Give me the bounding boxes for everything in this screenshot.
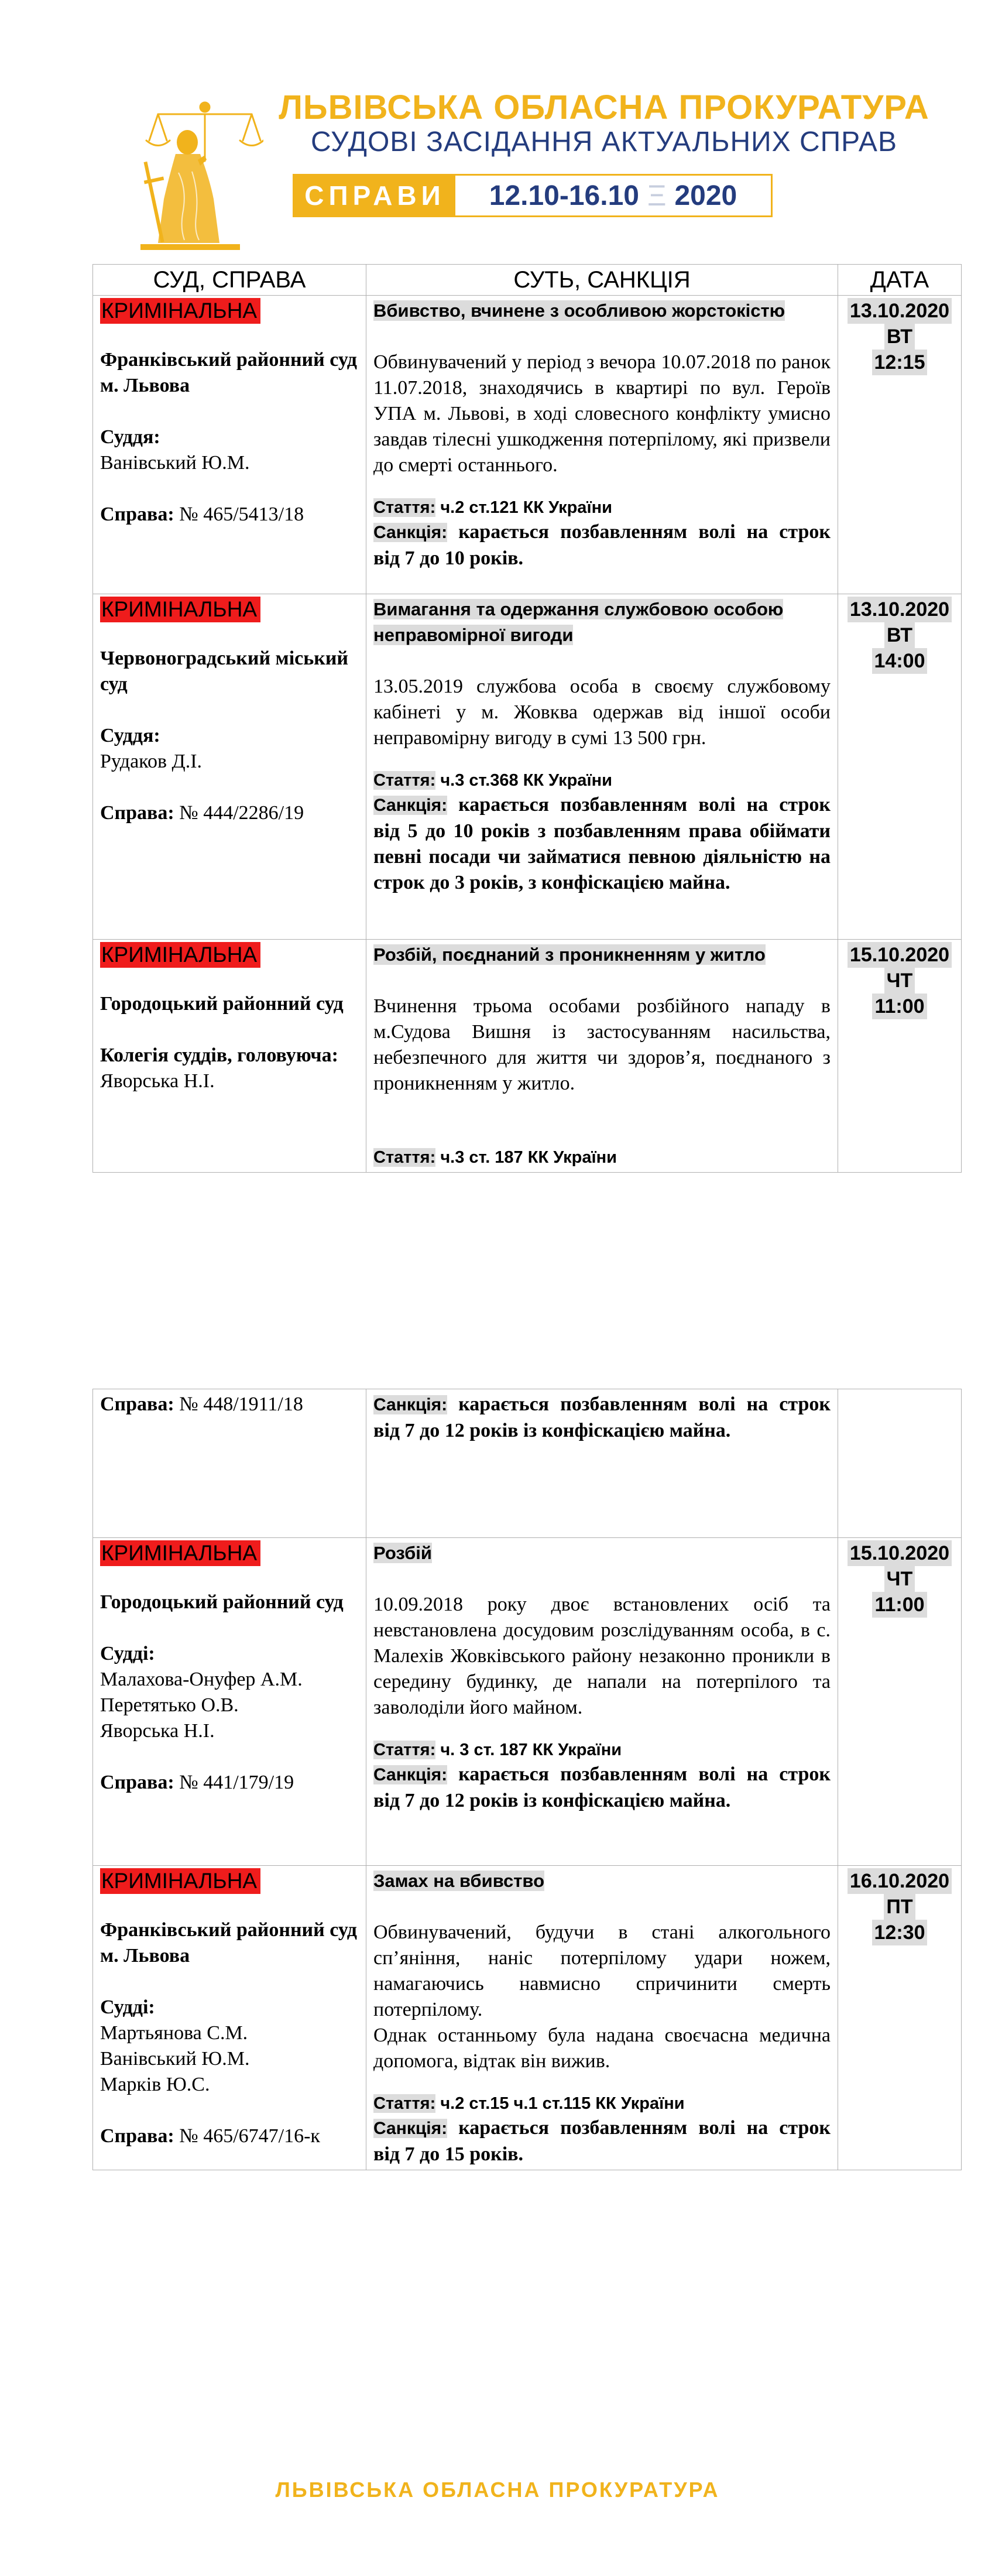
case-no: № 465/6747/16-к (179, 2125, 320, 2147)
article-value: ч.2 ст.121 КК України (440, 498, 612, 517)
hearing-weekday: ПТ (884, 1894, 915, 1920)
article (373, 769, 831, 792)
article-label: Стаття: (373, 1741, 436, 1759)
case-number (100, 2123, 359, 2149)
table-row (93, 296, 962, 594)
case-description: Вчинення трьома особами розбійного нападу в м.Судова Вишня із застосуванням насильства, небезпечного для життя чи здоров’я, поєднаного з проникненням у житло. (373, 995, 831, 1094)
case-type-tag: КРИМІНАЛЬНА (100, 1868, 260, 1894)
hearing-weekday: ЧТ (884, 1566, 915, 1592)
court-cell (93, 940, 366, 1173)
hearing-date: 15.10.2020 (848, 1540, 952, 1566)
court-cell (93, 1389, 366, 1538)
case-no: № 444/2286/19 (179, 802, 304, 824)
table-row (93, 940, 962, 1173)
page-subtitle: СУДОВІ ЗАСІДАННЯ АКТУАЛЬНИХ СПРАВ (311, 126, 897, 157)
court-name: Франківський районний суд м. Львова (100, 349, 357, 396)
judge-name: Ванівський Ю.М. (100, 2048, 250, 2070)
essence-cell (366, 1538, 838, 1866)
court-name: Городоцький районний суд (100, 1591, 344, 1613)
case-description: 10.09.2018 року двоє встановлених осіб та невстановлена досудовим розслідуванням особа, в с. Малехів Жовківського району незаконно проникли в середину будинку, де напали на потерпілого та заволоділи його майном. (373, 1594, 831, 1718)
judge-name: Малахова-Онуфер А.М. (100, 1669, 303, 1690)
hearing-weekday: ВТ (884, 622, 915, 648)
case-description: Обвинувачений, будучи в стані алкогольного сп’яніння, наніс потерпілому удари ножем, намагаючись навмисно спричинити смерть потерпілому. (373, 1921, 831, 2020)
judge-name: Яворська Н.І. (100, 1070, 215, 1092)
article-label: Стаття: (373, 2094, 436, 2113)
sanction-label: Санкція: (373, 523, 448, 542)
hearing-time: 14:00 (872, 648, 928, 674)
col-header-court: СУД, СПРАВА (93, 265, 366, 296)
org-title: ЛЬВІВСЬКА ОБЛАСНА ПРОКУРАТУРА (279, 88, 929, 126)
case-type-tag: КРИМІНАЛЬНА (100, 1540, 260, 1566)
banner-separator: Ξ (647, 179, 667, 212)
essence-cell (366, 296, 838, 594)
sanction (373, 519, 831, 571)
case-label: Справа: (100, 1772, 174, 1793)
case-label: Справа: (100, 1393, 174, 1415)
case-type-tag: КРИМІНАЛЬНА (100, 942, 260, 968)
case-number (100, 800, 359, 826)
article-label: Стаття: (373, 771, 436, 790)
table-header-row (93, 265, 962, 296)
date-cell (838, 1538, 962, 1866)
hearing-date: 13.10.2020 (848, 298, 952, 324)
sanction-value: карається позбавленням волі на строк від 7 до 12 років із конфіскацією майна. (373, 1763, 831, 1811)
case-description: 13.05.2019 службова особа в своєму службовому кабінеті у м. Жовква одержав від іншої особи неправомірну вигоду в сумі 13 500 грн. (373, 676, 831, 749)
date-cell (838, 1866, 962, 2170)
article (373, 1738, 831, 1762)
case-no: № 465/5413/18 (179, 503, 304, 525)
article-value: ч.3 ст. 187 КК України (440, 1148, 617, 1167)
date-cell (838, 940, 962, 1173)
col-header-date: ДАТА (838, 265, 962, 296)
sanction-value: карається позбавленням волі на строк від 5 до 10 років з позбавленням права обіймати певні посади чи займатися певною діяльністю на строк до 3 років, з конфіскацією майна. (373, 794, 831, 893)
judge-name: Рудаков Д.І. (100, 751, 203, 772)
sanction-value: карається позбавленням волі на строк від 7 до 15 років. (373, 2117, 831, 2165)
judge-name: Яворська Н.І. (100, 1720, 215, 1742)
hearing-date: 13.10.2020 (848, 597, 952, 622)
judge-label: Суддя: (100, 426, 160, 448)
judge-label: Колегія суддів, головуюча: (100, 1044, 338, 1066)
court-name: Франківський районний суд м. Львова (100, 1919, 357, 1967)
article (373, 2092, 831, 2115)
hearing-date: 15.10.2020 (848, 942, 952, 968)
sanction-label: Санкція: (373, 796, 448, 815)
hearing-weekday: ВТ (884, 324, 915, 350)
article (373, 1146, 831, 1169)
charge-title: Розбій, поєднаний з проникненням у житло (373, 944, 766, 965)
article-value: ч.2 ст.15 ч.1 ст.115 КК України (440, 2094, 685, 2113)
hearing-time: 11:00 (872, 1592, 927, 1618)
hearing-time: 12:15 (872, 350, 928, 375)
footer-org-name: ЛЬВІВСЬКА ОБЛАСНА ПРОКУРАТУРА (275, 2478, 720, 2502)
col-header-essence: СУТЬ, САНКЦІЯ (366, 265, 838, 296)
judge-label: Суддя: (100, 725, 160, 746)
judge-name: Мартьянова С.М. (100, 2022, 248, 2044)
banner-period (455, 176, 771, 215)
themis-logo (117, 97, 263, 255)
table-row (93, 594, 962, 940)
case-number (100, 1770, 359, 1796)
judge-name: Марків Ю.С. (100, 2074, 210, 2095)
judge-name: Ванівський Ю.М. (100, 452, 250, 474)
hearing-time: 12:30 (872, 1920, 928, 1945)
article-value: ч. 3 ст. 187 КК України (440, 1741, 622, 1759)
date-cell (838, 1389, 962, 1538)
sanction-value: карається позбавленням волі на строк від 7 до 10 років. (373, 521, 831, 569)
case-description: Обвинувачений у період з вечора 10.07.2018 по ранок 11.07.2018, знаходячись в квартирі по вул. Героїв УПА м. Львові, в ході словесного конфлікту умисно завдав тілесні ушкодження потерпілому, які призвели до смерті останнього. (373, 351, 831, 476)
case-no: № 448/1911/18 (179, 1393, 303, 1415)
hearing-weekday: ЧТ (884, 968, 915, 994)
sanction (373, 792, 831, 896)
court-name: Червоноградський міський суд (100, 648, 349, 695)
case-number (100, 1392, 359, 1417)
sanction (373, 1762, 831, 1814)
article (373, 496, 831, 519)
article-value: ч.3 ст.368 КК України (440, 771, 612, 790)
charge-title: Замах на вбивство (373, 1871, 545, 1891)
case-no: № 441/179/19 (179, 1772, 294, 1793)
court-cell (93, 594, 366, 940)
banner-dates: 12.10-16.10 (489, 180, 639, 211)
judge-name: Перетятько О.В. (100, 1694, 239, 1716)
case-type-tag: КРИМІНАЛЬНА (100, 298, 260, 324)
court-cell (93, 1866, 366, 2170)
court-cell (93, 1538, 366, 1866)
article-label: Стаття: (373, 1148, 436, 1167)
essence-cell (366, 1389, 838, 1538)
period-banner (293, 174, 773, 217)
table-row (93, 1538, 962, 1866)
essence-cell (366, 594, 838, 940)
table-row (93, 1389, 962, 1538)
banner-label: СПРАВИ (294, 176, 455, 215)
court-cell (93, 296, 366, 594)
sanction-label: Санкція: (373, 2119, 448, 2138)
court-name: Городоцький районний суд (100, 993, 344, 1015)
case-label: Справа: (100, 503, 174, 525)
table-row (93, 1866, 962, 2170)
essence-cell (366, 1866, 838, 2170)
hearing-time: 11:00 (872, 994, 927, 1019)
article-label: Стаття: (373, 498, 436, 517)
essence-cell (366, 940, 838, 1173)
sanction-label: Санкція: (373, 1395, 448, 1414)
cases-table-2 (92, 1389, 962, 2170)
date-cell (838, 296, 962, 594)
banner-year: 2020 (674, 180, 737, 211)
judge-label: Судді: (100, 1643, 155, 1664)
judge-label: Судді: (100, 1996, 155, 2018)
charge-title: Вбивство, вчинене з особливою жорстокістю (373, 300, 785, 321)
charge-title: Вимагання та одержання службовою особою неправомірної вигоди (373, 599, 784, 645)
hearing-date: 16.10.2020 (848, 1868, 952, 1894)
charge-title: Розбій (373, 1543, 432, 1563)
case-label: Справа: (100, 2125, 174, 2147)
sanction (373, 1392, 831, 1444)
cases-table-1 (92, 264, 962, 1173)
case-description-continued: Однак останньому була надана своєчасна медична допомога, відтак він вижив. (373, 2025, 831, 2072)
sanction-value: карається позбавленням волі на строк від 7 до 12 років із конфіскацією майна. (373, 1393, 831, 1441)
sanction-label: Санкція: (373, 1765, 448, 1784)
case-label: Справа: (100, 802, 174, 824)
sanction (373, 2115, 831, 2167)
case-number (100, 502, 359, 527)
date-cell (838, 594, 962, 940)
case-type-tag: КРИМІНАЛЬНА (100, 597, 260, 622)
